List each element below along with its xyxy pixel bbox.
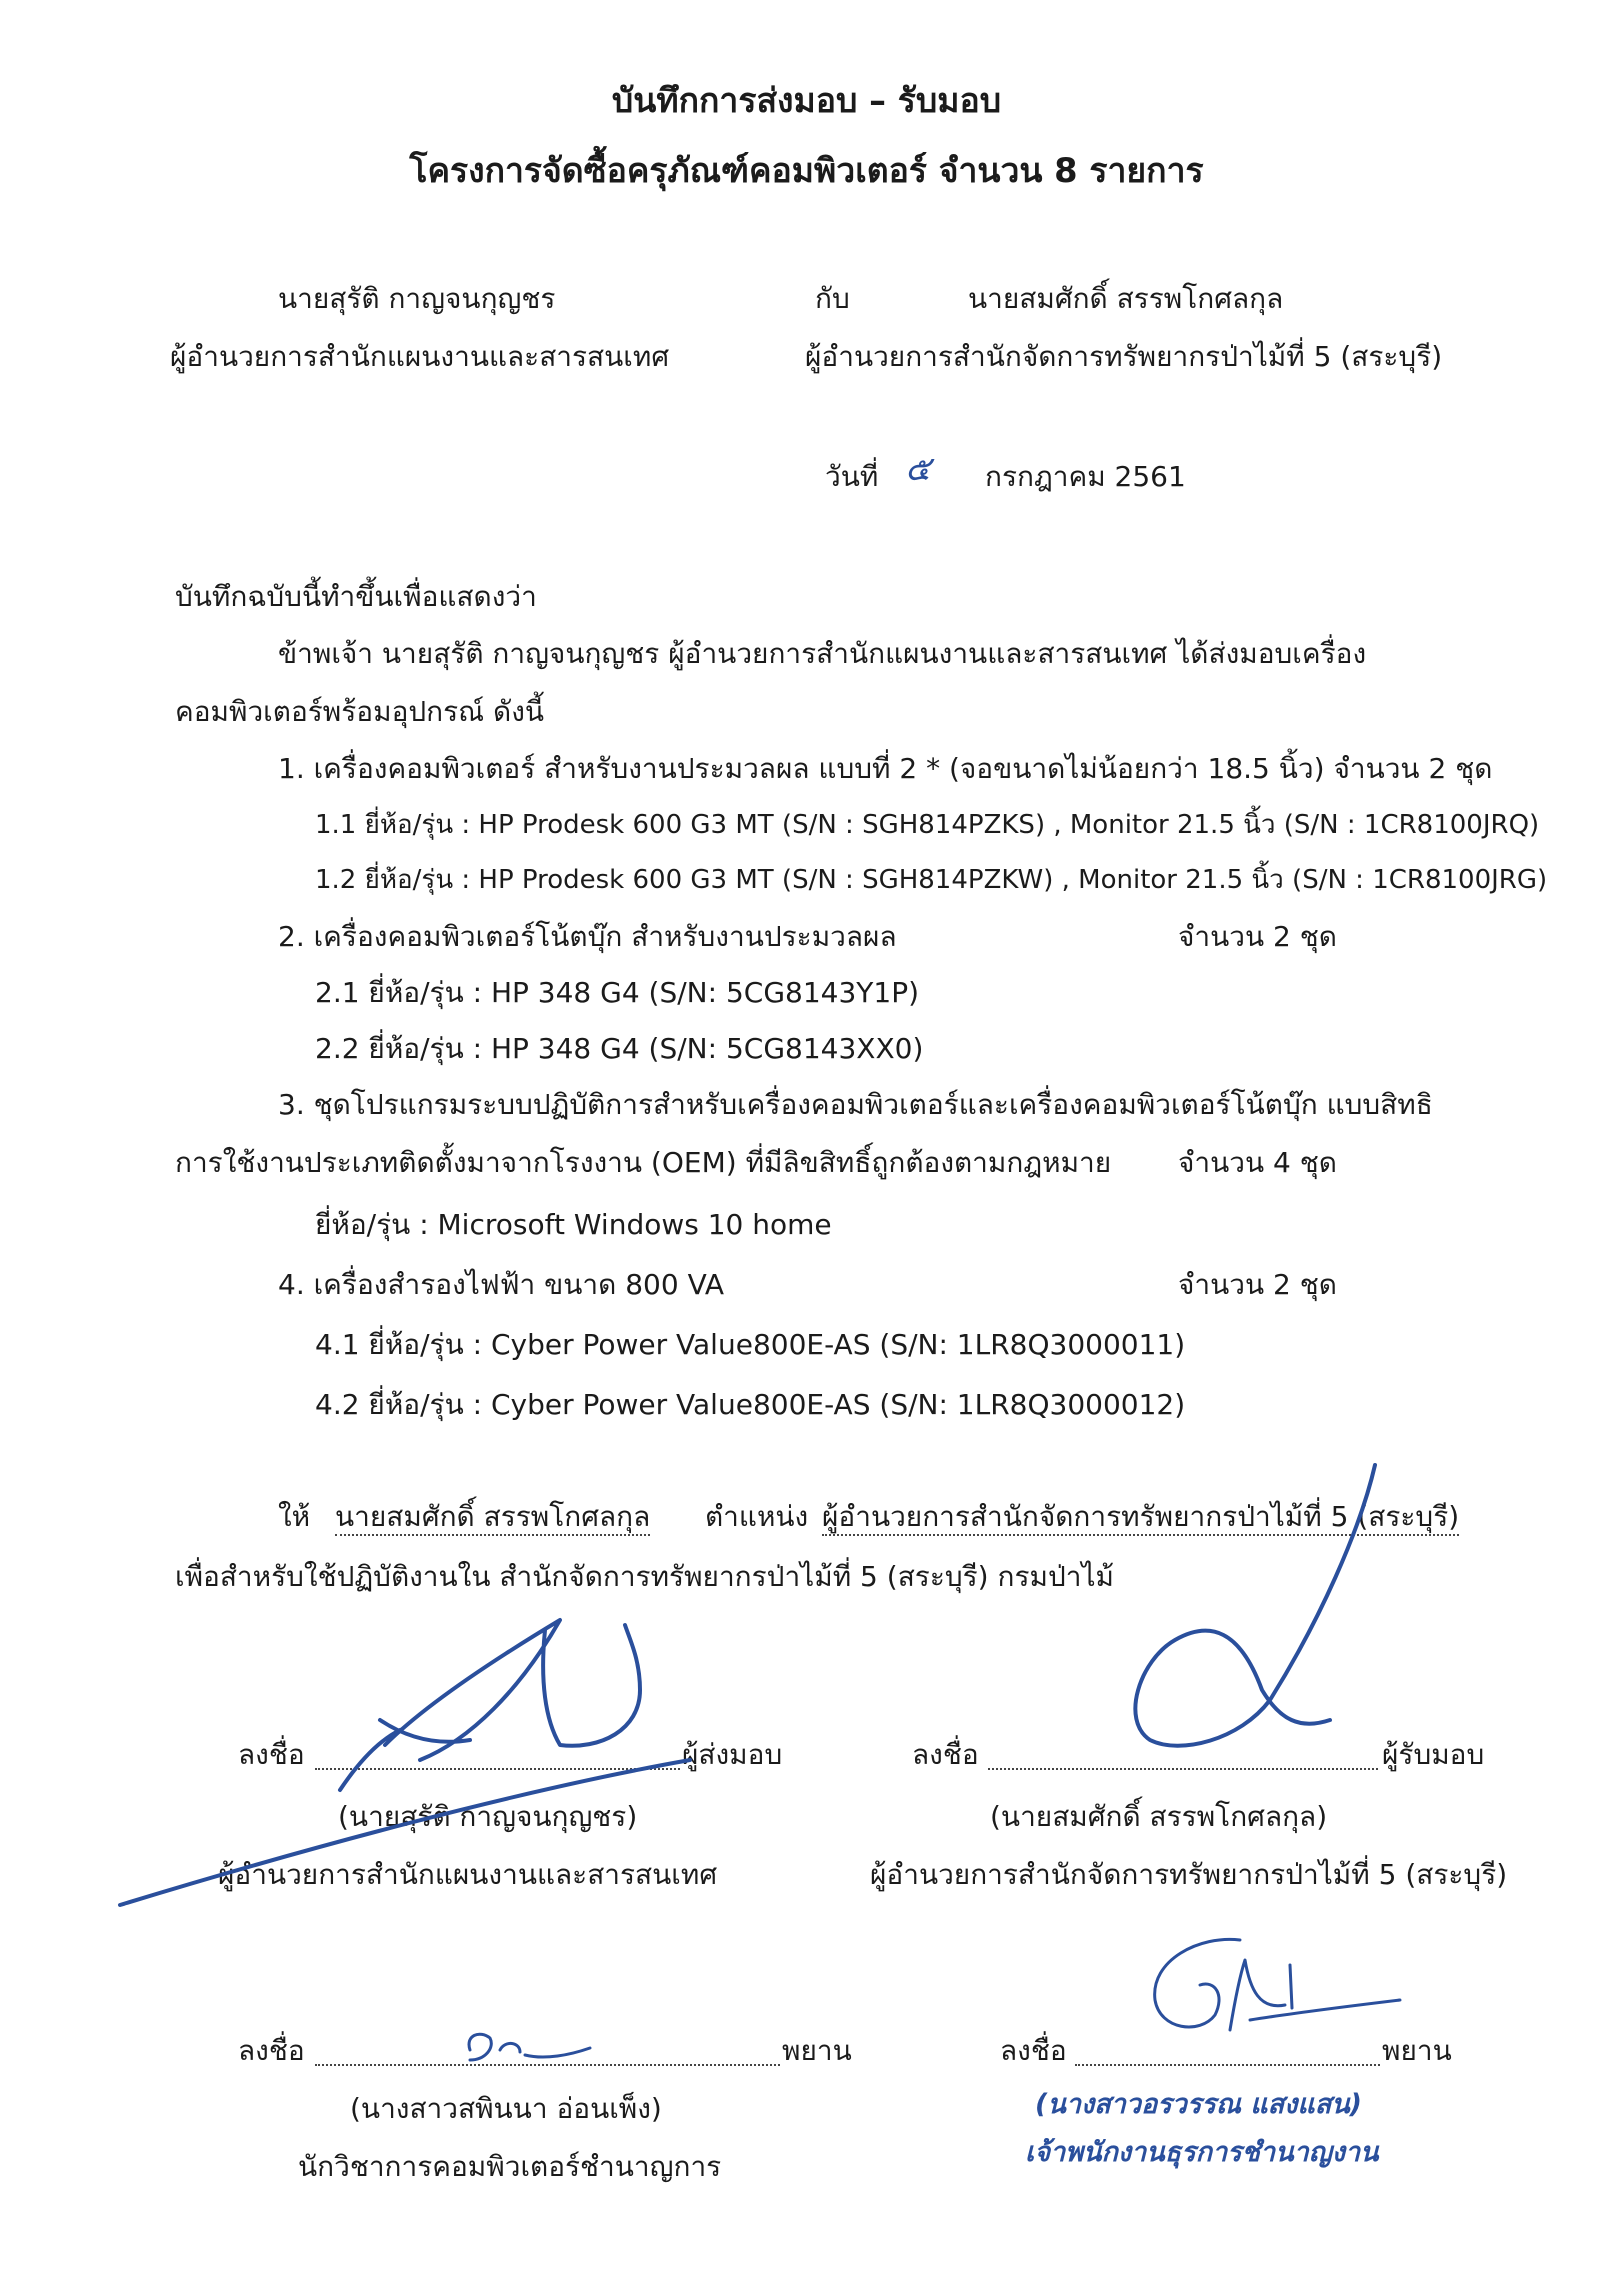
witness2-signature-mark: [1155, 1939, 1400, 2030]
item-1-2: 1.2 ยี่ห้อ/รุ่น : HP Prodesk 600 G3 MT (S/N : SGH814PZKW) , Monitor 21.5 นิ้ว (S/N : 1CR8100JRG): [315, 865, 1548, 895]
item-3-qty: จำนวน 4 ชุด: [1178, 1146, 1337, 1179]
giver-position: ผู้อำนวยการสำนักแผนงานและสารสนเทศ: [170, 340, 670, 373]
receiver-printed-name: (นายสมศักดิ์ สรรพโกศลกุล): [990, 1800, 1328, 1833]
item-4-2: 4.2 ยี่ห้อ/รุ่น : Cyber Power Value800E-AS (S/N: 1LR8Q3000012): [315, 1388, 1186, 1421]
item-4-qty: จำนวน 2 ชุด: [1178, 1268, 1337, 1301]
para1: ข้าพเจ้า นายสุรัติ กาญจนกุญชร ผู้อำนวยการสำนักแผนงานและสารสนเทศ ได้ส่งมอบเครื่อง: [278, 637, 1367, 670]
witness2-stamp-position: เจ้าพนักงานธุรการชำนาญงาน: [1025, 2137, 1379, 2168]
receiver-sign-label: ลงชื่อ: [912, 1738, 979, 1771]
witness1-signature-mark: [469, 2034, 590, 2060]
giver-role: ผู้ส่งมอบ: [682, 1738, 783, 1771]
item-4-1: 4.1 ยี่ห้อ/รุ่น : Cyber Power Value800E-AS (S/N: 1LR8Q3000011): [315, 1328, 1186, 1361]
witness2-stamp-name: (นางสาวอรวรรณ แสงแสน): [1035, 2089, 1363, 2120]
witness1-role: พยาน: [782, 2034, 852, 2067]
receiver-printed-position: ผู้อำนวยการสำนักจัดการทรัพยากรป่าไม้ที่ 5 (สระบุรี): [870, 1858, 1508, 1891]
witness1-printed-position: นักวิชาการคอมพิวเตอร์ชำนาญการ: [298, 2150, 722, 2183]
receiver-role: ผู้รับมอบ: [1382, 1738, 1485, 1771]
receiver-position: ผู้อำนวยการสำนักจัดการทรัพยากรป่าไม้ที่ 5 (สระบุรี): [805, 340, 1443, 373]
date-label: วันที่: [825, 460, 879, 493]
doc-title-line2: โครงการจัดซื้อครุภัณฑ์คอมพิวเตอร์ จำนวน 8 รายการ: [409, 151, 1204, 190]
item-2-1: 2.1 ยี่ห้อ/รุ่น : HP 348 G4 (S/N: 5CG8143Y1P): [315, 976, 920, 1009]
witness1-sign-label: ลงชื่อ: [238, 2034, 305, 2067]
give-to-label: ให้: [278, 1500, 311, 1533]
giver-printed-position: ผู้อำนวยการสำนักแผนงานและสารสนเทศ: [218, 1858, 718, 1891]
assignee-name: นายสมศักดิ์ สรรพโกศลกุล: [335, 1500, 650, 1536]
para1-cont: คอมพิวเตอร์พร้อมอุปกรณ์ ดังนี้: [175, 695, 545, 728]
item-3: 3. ชุดโปรแกรมระบบปฏิบัติการสำหรับเครื่องคอมพิวเตอร์และเครื่องคอมพิวเตอร์โน้ตบุ๊ก แบบสิทธิ: [278, 1088, 1433, 1121]
intro-text: บันทึกฉบับนี้ทำขึ้นเพื่อแสดงว่า: [175, 580, 537, 613]
item-3-cont: การใช้งานประเภทติดตั้งมาจากโรงงาน (OEM) ที่มีลิขสิทธิ์ถูกต้องตามกฎหมาย: [175, 1146, 1112, 1179]
connector-with: กับ: [815, 282, 850, 315]
item-3-1: ยี่ห้อ/รุ่น : Microsoft Windows 10 home: [315, 1208, 832, 1241]
receiver-name: นายสมศักดิ์ สรรพโกศลกุล: [968, 282, 1284, 315]
date-month-year: กรกฎาคม 2561: [985, 460, 1186, 493]
position-label: ตำแหน่ง: [705, 1500, 809, 1533]
assignee-position: ผู้อำนวยการสำนักจัดการทรัพยากรป่าไม้ที่ 5 (สระบุรี): [822, 1500, 1459, 1536]
witness2-role: พยาน: [1382, 2034, 1452, 2067]
date-day-handwritten: ๕: [905, 449, 931, 489]
purpose-text: เพื่อสำหรับใช้ปฏิบัติงานใน สำนักจัดการทรัพยากรป่าไม้ที่ 5 (สระบุรี) กรมป่าไม้: [175, 1560, 1114, 1593]
giver-printed-name: (นายสุรัติ กาญจนกุญชร): [338, 1800, 638, 1833]
item-2-2: 2.2 ยี่ห้อ/รุ่น : HP 348 G4 (S/N: 5CG8143XX0): [315, 1032, 924, 1065]
giver-sign-label: ลงชื่อ: [238, 1738, 305, 1771]
item-2: 2. เครื่องคอมพิวเตอร์โน้ตบุ๊ก สำหรับงานประมวลผล: [278, 920, 897, 953]
doc-title-line1: บันทึกการส่งมอบ – รับมอบ: [611, 81, 1002, 120]
item-4: 4. เครื่องสำรองไฟฟ้า ขนาด 800 VA: [278, 1268, 725, 1301]
receiver-signature-mark: [1135, 1465, 1375, 1746]
witness2-sign-label: ลงชื่อ: [1000, 2034, 1067, 2067]
giver-signature-mark: [120, 1620, 690, 1905]
giver-name: นายสุรัติ กาญจนกุญชร: [278, 282, 556, 315]
item-1-1: 1.1 ยี่ห้อ/รุ่น : HP Prodesk 600 G3 MT (S/N : SGH814PZKS) , Monitor 21.5 นิ้ว (S/N : 1CR8100JRQ): [315, 810, 1540, 840]
witness1-printed-name: (นางสาวสพินนา อ่อนเพ็ง): [350, 2092, 662, 2125]
item-1: 1. เครื่องคอมพิวเตอร์ สำหรับงานประมวลผล แบบที่ 2 * (จอขนาดไม่น้อยกว่า 18.5 นิ้ว) จำนวน 2 ชุด: [278, 752, 1493, 785]
item-2-qty: จำนวน 2 ชุด: [1178, 920, 1337, 953]
